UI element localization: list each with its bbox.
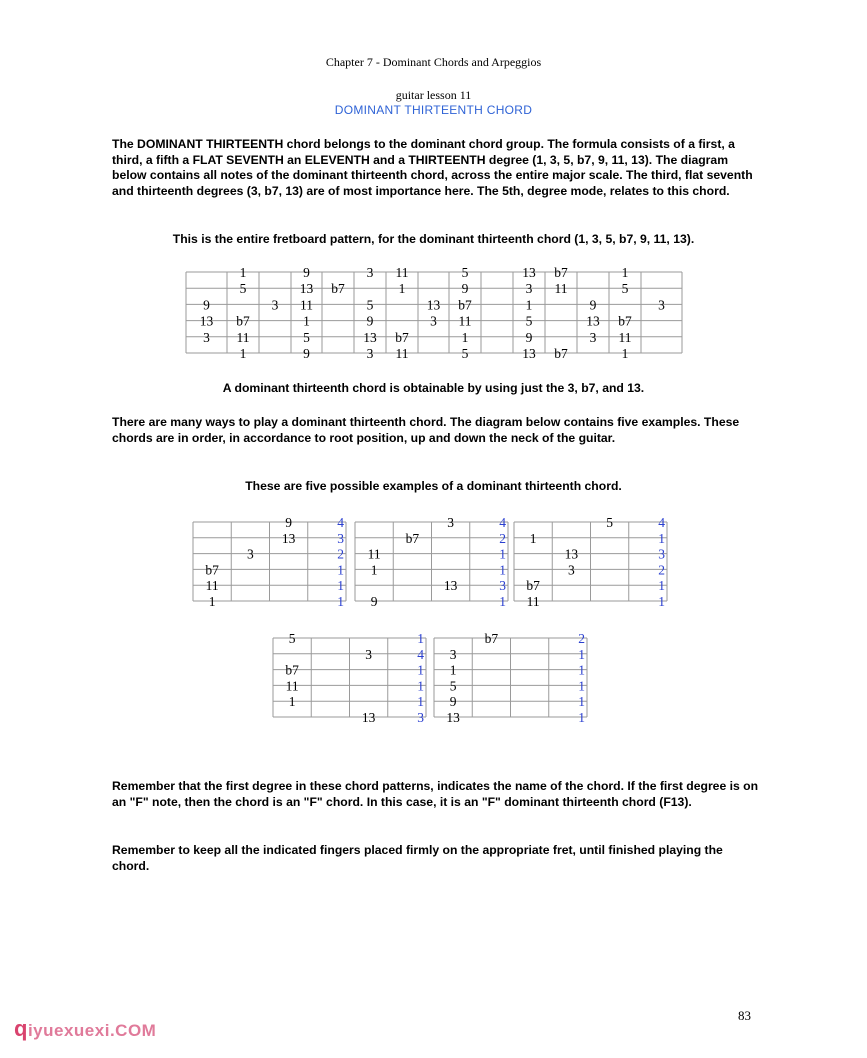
fretboard-note: 11 — [618, 329, 632, 345]
fretboard-note: 11 — [300, 297, 313, 313]
finger-number: 1 — [578, 678, 585, 694]
finger-number: 1 — [578, 710, 585, 725]
fretboard-note: 5 — [239, 281, 247, 297]
chord-note: 11 — [285, 678, 299, 694]
fretboard-note: 3 — [430, 313, 437, 329]
fretboard-note: 1 — [525, 297, 533, 313]
chord-note: 9 — [285, 515, 292, 530]
fretboard-note: 3 — [203, 329, 210, 345]
fretboard-note: 9 — [525, 329, 533, 345]
fretboard-note: 1 — [398, 281, 406, 297]
fretboard-note: b7 — [618, 313, 632, 329]
fretboard-note: 13 — [522, 265, 536, 280]
finger-number: 1 — [658, 594, 665, 609]
remember-first-paragraph: Remember that the first degree in these chord patterns, indicates the name of the chord. If the first degree is on an "F" note, then the chord is an "F" chord. In this case, it is an "F" dominant thirteenth chord (F13). — [112, 779, 759, 809]
fretboard-note: 3 — [271, 297, 279, 313]
fretboard-note: 13 — [426, 297, 441, 313]
finger-number: 1 — [337, 594, 344, 609]
finger-number: 2 — [578, 631, 585, 646]
fretboard-note: 3 — [589, 329, 597, 345]
finger-number: 3 — [658, 546, 665, 562]
fretboard-note: 13 — [586, 313, 600, 329]
finger-number: 1 — [658, 578, 665, 594]
fretboard-note: 11 — [458, 313, 472, 329]
fretboard-note: b7 — [554, 265, 568, 280]
fretboard-note: 3 — [366, 265, 374, 280]
fretboard-note: 3 — [525, 281, 533, 297]
fretboard-note: 5 — [525, 313, 533, 329]
fretboard-caption: This is the entire fretboard pattern, for the dominant thirteenth chord (1, 3, 5, b7, 9, 11, 13). — [172, 232, 695, 246]
chord-note: b7 — [285, 662, 299, 678]
chapter-heading: Chapter 7 - Dominant Chords and Arpeggios — [325, 55, 542, 69]
fretboard-note: b7 — [395, 329, 409, 345]
chord-note: 13 — [446, 710, 460, 725]
chord-diagram-3 — [514, 515, 667, 609]
finger-number: 1 — [578, 694, 585, 710]
finger-number: 1 — [417, 662, 424, 678]
chord-note: 5 — [449, 678, 457, 694]
fretboard-note: b7 — [554, 346, 568, 361]
fretboard-note: 5 — [366, 297, 374, 313]
fretboard-note: 9 — [366, 313, 374, 329]
fretboard-note: b7 — [458, 297, 472, 313]
chord-note: 11 — [526, 594, 540, 609]
chord-note: 1 — [288, 694, 296, 710]
fretboard-note: 3 — [366, 346, 374, 361]
chord-diagram-5 — [434, 631, 587, 725]
finger-number: 4 — [337, 515, 344, 530]
finger-number: 1 — [658, 530, 665, 546]
finger-number: 1 — [337, 578, 344, 594]
chord-diagram-2 — [355, 515, 508, 609]
chord-diagram-4 — [273, 631, 426, 725]
fretboard-note: 9 — [303, 346, 310, 361]
fretboard-note: 3 — [658, 297, 665, 313]
finger-number: 2 — [499, 530, 506, 546]
chord-note: b7 — [526, 578, 540, 594]
watermark-q-icon: q — [14, 1016, 28, 1041]
finger-number: 1 — [417, 631, 424, 646]
fretboard-note: 11 — [236, 329, 250, 345]
finger-number: 3 — [499, 578, 506, 594]
chord-note: 11 — [367, 546, 381, 562]
finger-number: 1 — [578, 662, 585, 678]
finger-number: 1 — [417, 678, 424, 694]
watermark-logo — [14, 1016, 156, 1042]
finger-number: 3 — [417, 710, 424, 725]
chord-note: 3 — [568, 562, 575, 578]
fretboard-note: 5 — [461, 265, 469, 280]
fretboard-note: 5 — [621, 281, 629, 297]
fretboard-note: 1 — [621, 346, 629, 361]
fretboard-note: 9 — [589, 297, 597, 313]
fretboard-note: 13 — [199, 313, 214, 329]
chord-note: 13 — [361, 710, 376, 725]
fretboard-note: 1 — [303, 313, 310, 329]
finger-number: 1 — [499, 546, 506, 562]
chord-note: 13 — [564, 546, 579, 562]
finger-number: 1 — [499, 562, 506, 578]
fretboard-note: b7 — [236, 313, 250, 329]
fretboard-note: 1 — [461, 329, 469, 345]
fretboard-note: 9 — [303, 265, 310, 280]
fretboard-note: 11 — [395, 346, 409, 361]
fretboard-note: 13 — [522, 346, 536, 361]
fretboard-note: 11 — [395, 265, 409, 280]
finger-number: 3 — [337, 530, 344, 546]
chord-note: 5 — [288, 631, 296, 646]
finger-number: 4 — [499, 515, 506, 530]
finger-number: 2 — [337, 546, 344, 562]
fretboard-note: 1 — [239, 265, 247, 280]
chord-note: 3 — [447, 515, 454, 530]
obtainable-caption: A dominant thirteenth chord is obtainable by using just the 3, b7, and 13. — [222, 381, 645, 395]
page-number: 83 — [738, 1008, 751, 1023]
examples-caption: These are five possible examples of a dominant thirteenth chord. — [245, 479, 622, 493]
chord-note: 5 — [606, 515, 613, 530]
finger-number: 4 — [417, 646, 424, 662]
remember-fingers-paragraph: Remember to keep all the indicated fingers placed firmly on the appropriate fret, until finished playing the chord. — [112, 843, 723, 873]
chord-note: 1 — [208, 594, 216, 609]
watermark-text: iyuexuexi.COM — [27, 1021, 157, 1040]
fretboard-note: 5 — [461, 346, 469, 361]
chord-note: 1 — [449, 662, 457, 678]
finger-number: 1 — [337, 562, 344, 578]
chord-note: 13 — [281, 530, 296, 546]
chord-diagrams — [193, 515, 667, 725]
fretboard-note: 5 — [303, 329, 310, 345]
chord-note: b7 — [405, 530, 420, 546]
fretboard-diagram — [186, 265, 682, 361]
finger-number: 1 — [417, 694, 424, 710]
chord-note: 11 — [205, 578, 219, 594]
chord-note: 13 — [443, 578, 458, 594]
chord-note: 3 — [365, 646, 372, 662]
chord-note: 1 — [529, 530, 537, 546]
finger-number: 2 — [658, 562, 665, 578]
fretboard-note: b7 — [331, 281, 345, 297]
lesson-title: DOMINANT THIRTEENTH CHORD — [334, 103, 533, 117]
finger-number: 1 — [578, 646, 585, 662]
fretboard-note: 13 — [363, 329, 377, 345]
chord-note: 9 — [449, 694, 457, 710]
chord-note: b7 — [205, 562, 219, 578]
fretboard-note: 13 — [299, 281, 314, 297]
chord-note: 3 — [247, 546, 254, 562]
intro-paragraph: The DOMINANT THIRTEENTH chord belongs to the dominant chord group. The formula consists of a first, a third, a fifth a FLAT SEVENTH an ELEVENTH and a THIRTEENTH degree (1, 3, 5, b7, 9, 11, 13). The diagram below contains all notes of the dominant thirteenth chord, across the entire major scale. The third, flat seventh and thirteenth degrees (3, b7, 13) are of most importance here. The 5th, degree mode, relates to this chord. — [112, 137, 753, 198]
ways-paragraph: There are many ways to play a dominant thirteenth chord. The diagram below contains five examples. These chords are in order, in accordance to root position, up and down the neck of the guitar. — [112, 415, 740, 445]
chord-note: 3 — [449, 646, 457, 662]
fretboard-note: 9 — [203, 297, 210, 313]
chord-note: b7 — [484, 631, 499, 646]
fretboard-note: 11 — [554, 281, 568, 297]
chord-diagram-1 — [193, 515, 346, 609]
lesson-label: guitar lesson 11 — [395, 88, 472, 102]
finger-number: 1 — [499, 594, 506, 609]
chord-note: 1 — [370, 562, 378, 578]
fretboard-note: 1 — [621, 265, 629, 280]
fretboard-note: 1 — [239, 346, 247, 361]
fretboard-note: 9 — [461, 281, 469, 297]
chord-note: 9 — [370, 594, 378, 609]
finger-number: 4 — [658, 515, 665, 530]
